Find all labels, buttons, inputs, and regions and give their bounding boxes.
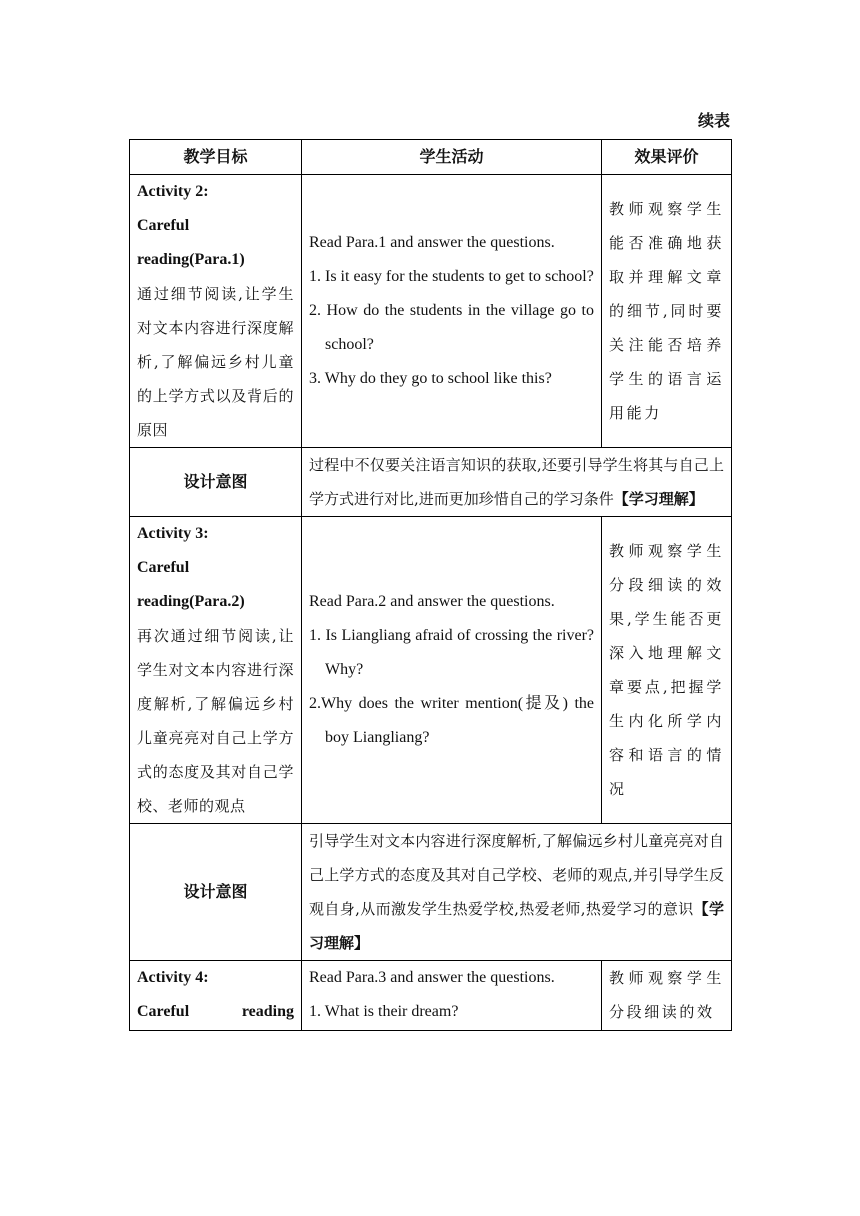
evaluation-cell: 教师观察学生分段细读的效 — [602, 961, 732, 1031]
evaluation-cell: 教师观察学生能否准确地获取并理解文章的细节,同时要关注能否培养学生的语言运用能力 — [602, 175, 732, 448]
question: 1. What is their dream? — [309, 1003, 459, 1020]
header-evaluation: 效果评价 — [602, 140, 732, 175]
goal-text: 通过细节阅读,让学生对文本内容进行深度解析,了解偏远乡村儿童的上学方式以及背后的原因 — [137, 285, 294, 439]
intent-cell — [302, 824, 732, 961]
intent-row — [130, 448, 732, 517]
activity-title: Activity 4: — [137, 969, 209, 986]
activity-title: Activity 2: — [137, 183, 209, 200]
question: 1. Is Liangliang afraid of crossing the river? Why? — [309, 627, 594, 678]
goal-cell — [130, 517, 302, 824]
intent-text: 引导学生对文本内容进行深度解析,了解偏远乡村儿童亮亮对自己上学方式的态度及其对自己学校、老师的观点,并引导学生反观自身,从而激发学生热爱学校,热爱老师,热爱学习的意识 — [309, 832, 724, 918]
goal-cell — [130, 175, 302, 448]
activity-cell — [302, 961, 602, 1031]
read-instruction: Read Para.2 and answer the questions. — [309, 593, 555, 610]
activity-cell — [302, 517, 602, 824]
question: 2.Why does the writer mention(提及) the boy Liangliang? — [309, 695, 594, 746]
read-instruction: Read Para.3 and answer the questions. — [309, 969, 555, 986]
question: 1. Is it easy for the students to get to school? — [309, 268, 594, 285]
table-row — [130, 175, 732, 448]
teaching-table — [129, 139, 732, 1031]
table-row — [130, 517, 732, 824]
intent-label: 设计意图 — [130, 448, 302, 517]
intent-text: 过程中不仅要关注语言知识的获取,还要引导学生将其与自己上学方式进行对比,进而更加珍惜自己的学习条件 — [309, 456, 724, 508]
activity-subtitle: Careful — [137, 217, 190, 234]
read-instruction: Read Para.1 and answer the questions. — [309, 234, 555, 251]
activity-subtitle: Careful reading — [137, 1003, 294, 1020]
header-goal: 教学目标 — [130, 140, 302, 175]
activity-title: Activity 3: — [137, 525, 209, 542]
evaluation-cell: 教师观察学生分段细读的效果,学生能否更深入地理解文章要点,把握学生内化所学内容和语言的情况 — [602, 517, 732, 824]
intent-label: 设计意图 — [130, 824, 302, 961]
question: 3. Why do they go to school like this? — [309, 370, 552, 387]
activity-subtitle: reading(Para.1) — [137, 251, 245, 268]
intent-row — [130, 824, 732, 961]
goal-text: 再次通过细节阅读,让学生对文本内容进行深度解析,了解偏远乡村儿童亮亮对自己上学方式的态度及其对自己学校、老师的观点 — [137, 627, 294, 815]
table-row — [130, 961, 732, 1031]
header-row — [130, 140, 732, 175]
activity-subtitle: reading(Para.2) — [137, 593, 245, 610]
intent-cell — [302, 448, 732, 517]
goal-cell — [130, 961, 302, 1031]
activity-subtitle: Careful — [137, 559, 190, 576]
intent-tag: 【学习理解】 — [309, 900, 724, 952]
intent-tag: 【学习理解】 — [613, 490, 704, 508]
question: 2. How do the students in the village go to school? — [309, 302, 594, 353]
table-caption: 续表 — [697, 111, 730, 130]
activity-cell — [302, 175, 602, 448]
header-activity: 学生活动 — [302, 140, 602, 175]
